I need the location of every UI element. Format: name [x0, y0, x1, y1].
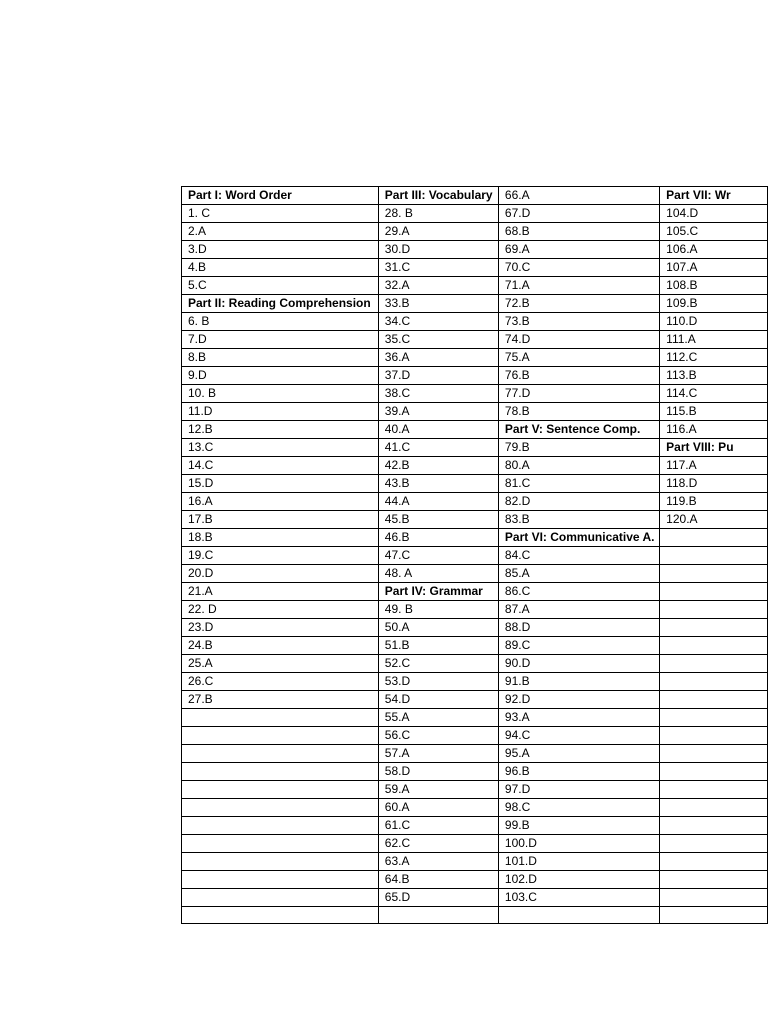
answer-cell: 110.D [660, 313, 768, 331]
table-row [182, 817, 768, 835]
table-row [182, 223, 768, 241]
answer-cell [182, 763, 379, 781]
table-row [182, 619, 768, 637]
answer-cell: 109.B [660, 295, 768, 313]
answer-cell [660, 583, 768, 601]
answer-cell: 67.D [498, 205, 659, 223]
answer-cell: 113.B [660, 367, 768, 385]
answer-cell: 36.A [378, 349, 498, 367]
answer-cell [182, 817, 379, 835]
answer-cell [660, 637, 768, 655]
answer-cell: 108.B [660, 277, 768, 295]
answer-cell: 3.D [182, 241, 379, 259]
answer-cell [660, 817, 768, 835]
section-header-cell: Part VIII: Pu [660, 439, 768, 457]
answer-cell: 97.D [498, 781, 659, 799]
answer-cell: 50.A [378, 619, 498, 637]
section-header-cell: Part VI: Communicative A. [498, 529, 659, 547]
section-header-cell: Part IV: Grammar [378, 583, 498, 601]
section-header-cell: Part II: Reading Comprehension [182, 295, 379, 313]
answer-cell [660, 871, 768, 889]
answer-cell: 46.B [378, 529, 498, 547]
answer-cell: 4.B [182, 259, 379, 277]
answer-cell: 44.A [378, 493, 498, 511]
answer-cell: 78.B [498, 403, 659, 421]
answer-cell: 16.A [182, 493, 379, 511]
answer-cell: 99.B [498, 817, 659, 835]
answer-cell: 2.A [182, 223, 379, 241]
table-row [182, 277, 768, 295]
answer-cell: 52.C [378, 655, 498, 673]
answer-cell: 85.A [498, 565, 659, 583]
answer-cell [660, 745, 768, 763]
section-header-cell: Part III: Vocabulary [378, 187, 498, 205]
answer-cell: 88.D [498, 619, 659, 637]
answer-cell: 10. B [182, 385, 379, 403]
answer-cell: 15.D [182, 475, 379, 493]
answer-cell: 77.D [498, 385, 659, 403]
answer-cell: 65.D [378, 889, 498, 907]
answer-cell: 53.D [378, 673, 498, 691]
answer-cell: 114.C [660, 385, 768, 403]
answer-cell [182, 853, 379, 871]
table-row [182, 313, 768, 331]
table-row [182, 205, 768, 223]
answer-cell: 117.A [660, 457, 768, 475]
answer-cell: 74.D [498, 331, 659, 349]
answer-cell: 26.C [182, 673, 379, 691]
answer-cell: 68.B [498, 223, 659, 241]
answer-cell: 5.C [182, 277, 379, 295]
answer-cell: 17.B [182, 511, 379, 529]
answer-cell [182, 781, 379, 799]
table-row [182, 385, 768, 403]
answer-cell: 106.A [660, 241, 768, 259]
table-row [182, 655, 768, 673]
answer-cell [182, 835, 379, 853]
answer-cell: 39.A [378, 403, 498, 421]
answer-cell: 28. B [378, 205, 498, 223]
answer-cell: 54.D [378, 691, 498, 709]
answer-cell: 70.C [498, 259, 659, 277]
table-row [182, 565, 768, 583]
answer-cell: 101.D [498, 853, 659, 871]
answer-cell: 72.B [498, 295, 659, 313]
table-row [182, 601, 768, 619]
answer-cell [660, 601, 768, 619]
answer-cell [660, 781, 768, 799]
answer-cell: 102.D [498, 871, 659, 889]
table-row [182, 367, 768, 385]
answer-cell: 31.C [378, 259, 498, 277]
answer-cell [182, 799, 379, 817]
answer-cell: 32.A [378, 277, 498, 295]
answer-cell: 18.B [182, 529, 379, 547]
answer-cell: 45.B [378, 511, 498, 529]
answer-cell: 120.A [660, 511, 768, 529]
answer-cell: 11.D [182, 403, 379, 421]
table-row [182, 763, 768, 781]
answer-cell: 21.A [182, 583, 379, 601]
answer-cell: 69.A [498, 241, 659, 259]
answer-cell: 1. C [182, 205, 379, 223]
answer-cell: 80.A [498, 457, 659, 475]
table-row [182, 457, 768, 475]
answer-cell: 30.D [378, 241, 498, 259]
table-row [182, 421, 768, 439]
answer-cell [660, 655, 768, 673]
answer-cell [182, 709, 379, 727]
table-row [182, 673, 768, 691]
answer-cell: 96.B [498, 763, 659, 781]
table-row [182, 511, 768, 529]
answer-cell: 89.C [498, 637, 659, 655]
answer-cell [660, 799, 768, 817]
answer-cell: 8.B [182, 349, 379, 367]
answer-cell: 63.A [378, 853, 498, 871]
answer-cell: 60.A [378, 799, 498, 817]
answer-cell: 23.D [182, 619, 379, 637]
answer-cell: 66.A [498, 187, 659, 205]
answer-cell: 87.A [498, 601, 659, 619]
answer-cell: 104.D [660, 205, 768, 223]
answer-cell: 83.B [498, 511, 659, 529]
section-header-cell: Part I: Word Order [182, 187, 379, 205]
table-row [182, 853, 768, 871]
answer-cell [660, 763, 768, 781]
table-row [182, 439, 768, 457]
answer-cell: 59.A [378, 781, 498, 799]
answer-cell: 81.C [498, 475, 659, 493]
answer-cell: 95.A [498, 745, 659, 763]
answer-cell [182, 907, 379, 924]
answer-cell: 9.D [182, 367, 379, 385]
answer-cell: 71.A [498, 277, 659, 295]
answer-cell: 34.C [378, 313, 498, 331]
answer-cell: 38.C [378, 385, 498, 403]
answer-cell: 61.C [378, 817, 498, 835]
answer-cell [498, 907, 659, 924]
answer-cell [660, 565, 768, 583]
answer-cell: 82.D [498, 493, 659, 511]
answer-cell: 29.A [378, 223, 498, 241]
answer-cell: 40.A [378, 421, 498, 439]
table-row [182, 349, 768, 367]
answer-cell: 92.D [498, 691, 659, 709]
answer-cell: 33.B [378, 295, 498, 313]
answer-cell [182, 889, 379, 907]
answer-cell: 47.C [378, 547, 498, 565]
answer-cell: 56.C [378, 727, 498, 745]
answer-cell: 94.C [498, 727, 659, 745]
answer-cell: 111.A [660, 331, 768, 349]
section-header-cell: Part VII: Wr [660, 187, 768, 205]
answer-cell: 48. A [378, 565, 498, 583]
table-row [182, 583, 768, 601]
answer-cell: 116.A [660, 421, 768, 439]
answer-cell: 20.D [182, 565, 379, 583]
answer-cell: 37.D [378, 367, 498, 385]
answer-cell: 57.A [378, 745, 498, 763]
answer-cell [378, 907, 498, 924]
answer-cell: 14.C [182, 457, 379, 475]
table-row [182, 403, 768, 421]
table-row [182, 241, 768, 259]
answer-cell [660, 619, 768, 637]
answer-cell: 90.D [498, 655, 659, 673]
table-row [182, 745, 768, 763]
table-row [182, 637, 768, 655]
table-row [182, 331, 768, 349]
answer-cell: 105.C [660, 223, 768, 241]
answer-cell: 76.B [498, 367, 659, 385]
table-row [182, 529, 768, 547]
table-row [182, 493, 768, 511]
answer-cell: 107.A [660, 259, 768, 277]
table-row [182, 799, 768, 817]
table-row [182, 727, 768, 745]
answer-cell: 112.C [660, 349, 768, 367]
answer-cell [182, 871, 379, 889]
answer-cell [182, 727, 379, 745]
answer-cell: 115.B [660, 403, 768, 421]
answer-cell: 35.C [378, 331, 498, 349]
table-row [182, 709, 768, 727]
answer-cell: 86.C [498, 583, 659, 601]
answer-cell [660, 907, 768, 924]
answer-cell [660, 547, 768, 565]
answer-cell: 98.C [498, 799, 659, 817]
answer-cell: 79.B [498, 439, 659, 457]
answer-cell: 62.C [378, 835, 498, 853]
answer-cell: 25.A [182, 655, 379, 673]
table-row [182, 691, 768, 709]
answer-cell: 41.C [378, 439, 498, 457]
answer-cell: 6. B [182, 313, 379, 331]
answer-cell: 7.D [182, 331, 379, 349]
answer-cell: 19.C [182, 547, 379, 565]
answer-cell: 93.A [498, 709, 659, 727]
answer-cell: 100.D [498, 835, 659, 853]
answer-cell: 13.C [182, 439, 379, 457]
answer-cell: 27.B [182, 691, 379, 709]
table-row [182, 781, 768, 799]
answer-cell: 84.C [498, 547, 659, 565]
answer-cell [660, 889, 768, 907]
answer-cell: 119.B [660, 493, 768, 511]
answer-cell: 55.A [378, 709, 498, 727]
section-header-cell: Part V: Sentence Comp. [498, 421, 659, 439]
answer-cell: 24.B [182, 637, 379, 655]
answer-cell [660, 853, 768, 871]
answer-cell: 51.B [378, 637, 498, 655]
table-row [182, 187, 768, 205]
answer-cell: 12.B [182, 421, 379, 439]
table-row [182, 835, 768, 853]
answer-cell: 75.A [498, 349, 659, 367]
answer-cell: 49. B [378, 601, 498, 619]
table-row [182, 295, 768, 313]
table-row [182, 259, 768, 277]
answer-cell [660, 727, 768, 745]
answer-cell: 118.D [660, 475, 768, 493]
answer-cell: 64.B [378, 871, 498, 889]
table-row [182, 475, 768, 493]
table-row [182, 871, 768, 889]
answer-cell: 43.B [378, 475, 498, 493]
table-row [182, 547, 768, 565]
answer-key-table [181, 186, 768, 924]
answer-key-body [182, 187, 768, 924]
table-row [182, 907, 768, 924]
answer-cell [660, 691, 768, 709]
answer-cell [660, 709, 768, 727]
answer-cell [660, 835, 768, 853]
answer-cell [660, 673, 768, 691]
answer-cell: 22. D [182, 601, 379, 619]
answer-cell [182, 745, 379, 763]
answer-cell: 58.D [378, 763, 498, 781]
answer-cell: 103.C [498, 889, 659, 907]
answer-cell [660, 529, 768, 547]
answer-cell: 42.B [378, 457, 498, 475]
table-row [182, 889, 768, 907]
answer-cell: 73.B [498, 313, 659, 331]
answer-cell: 91.B [498, 673, 659, 691]
